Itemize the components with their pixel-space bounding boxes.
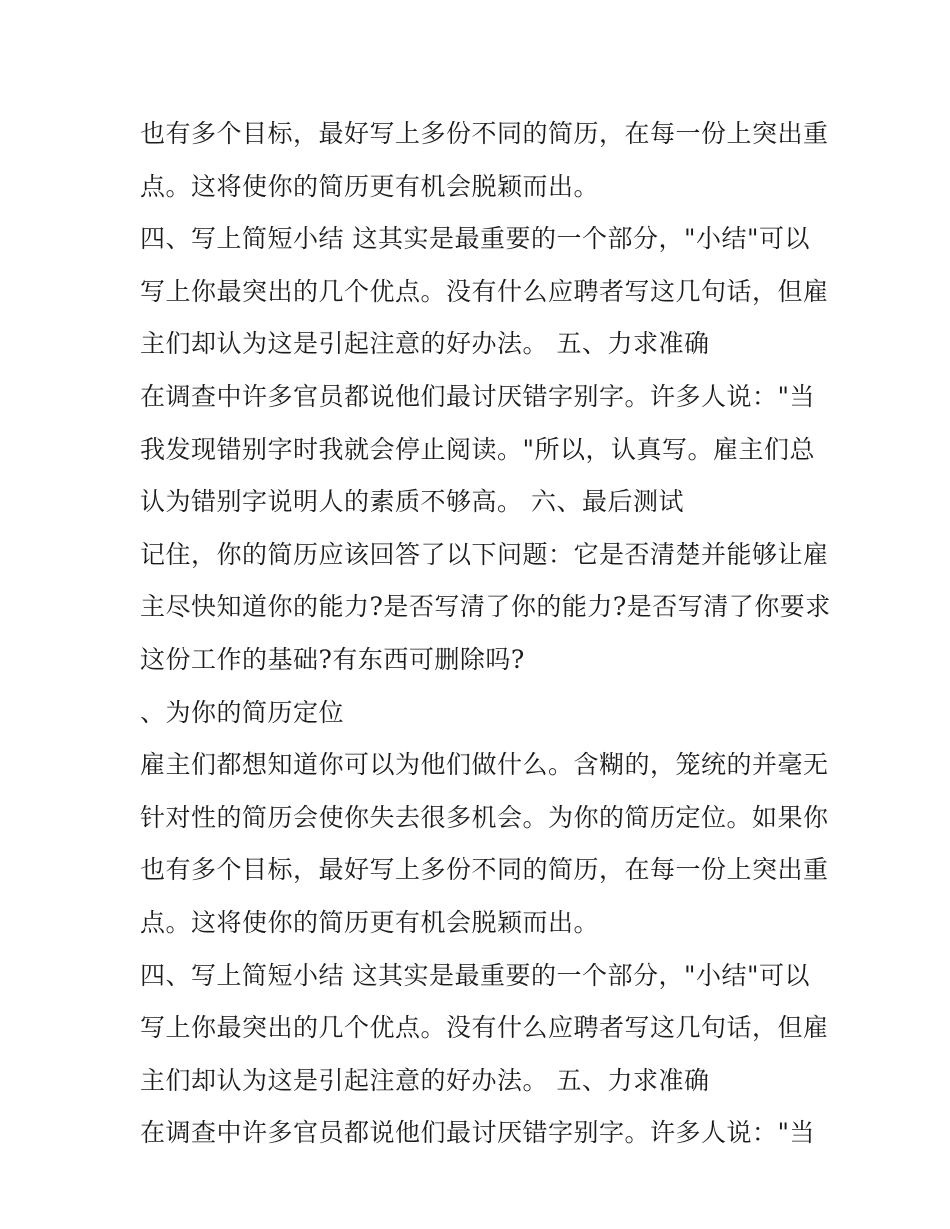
text-line: 也有多个目标，最好写上多份不同的简历，在每一份上突出重 bbox=[140, 119, 829, 148]
text-line: 在调查中许多官员都说他们最讨厌错字别字。许多人说："当 bbox=[140, 381, 816, 411]
text-line: 写上你最突出的几个优点。没有什么应聘者写这几句话，但雇 bbox=[140, 1013, 829, 1043]
text-line: 、为你的简历定位 bbox=[140, 697, 345, 727]
body-text bbox=[140, 108, 840, 1160]
text-line: 我发现错别字时我就会停止阅读。"所以，认真写。雇主们总 bbox=[140, 434, 816, 464]
text-line: 主们却认为这是引起注意的好办法。 五、力求准确 bbox=[140, 329, 710, 359]
text-line: 点。这将使你的简历更有机会脱颖而出。 bbox=[140, 171, 600, 201]
text-line: 四、写上简短小结 这其实是最重要的一个部分，"小结"可以 bbox=[140, 224, 810, 254]
text-line: 也有多个目标，最好写上多份不同的简历，在每一份上突出重 bbox=[140, 855, 829, 885]
text-line: 四、写上简短小结 这其实是最重要的一个部分，"小结"可以 bbox=[140, 960, 810, 990]
text-line: 针对性的简历会使你失去很多机会。为你的简历定位。如果你 bbox=[140, 802, 829, 832]
text-line: 主们却认为这是引起注意的好办法。 五、力求准确 bbox=[140, 1065, 710, 1095]
text-line: 这份工作的基础?有东西可删除吗? bbox=[140, 644, 525, 674]
text-line: 点。这将使你的简历更有机会脱颖而出。 bbox=[140, 907, 600, 937]
text-line: 在调查中许多官员都说他们最讨厌错字别字。许多人说："当 bbox=[140, 1118, 816, 1148]
text-line: 认为错别字说明人的素质不够高。 六、最后测试 bbox=[140, 487, 684, 517]
text-line: 记住，你的简历应该回答了以下问题：它是否清楚并能够让雇 bbox=[140, 539, 829, 569]
text-line: 主尽快知道你的能力?是否写清了你的能力?是否写清了你要求 bbox=[140, 592, 831, 622]
text-line: 写上你最突出的几个优点。没有什么应聘者写这几句话，但雇 bbox=[140, 276, 829, 306]
text-line: 雇主们都想知道你可以为他们做什么。含糊的，笼统的并毫无 bbox=[140, 750, 829, 780]
